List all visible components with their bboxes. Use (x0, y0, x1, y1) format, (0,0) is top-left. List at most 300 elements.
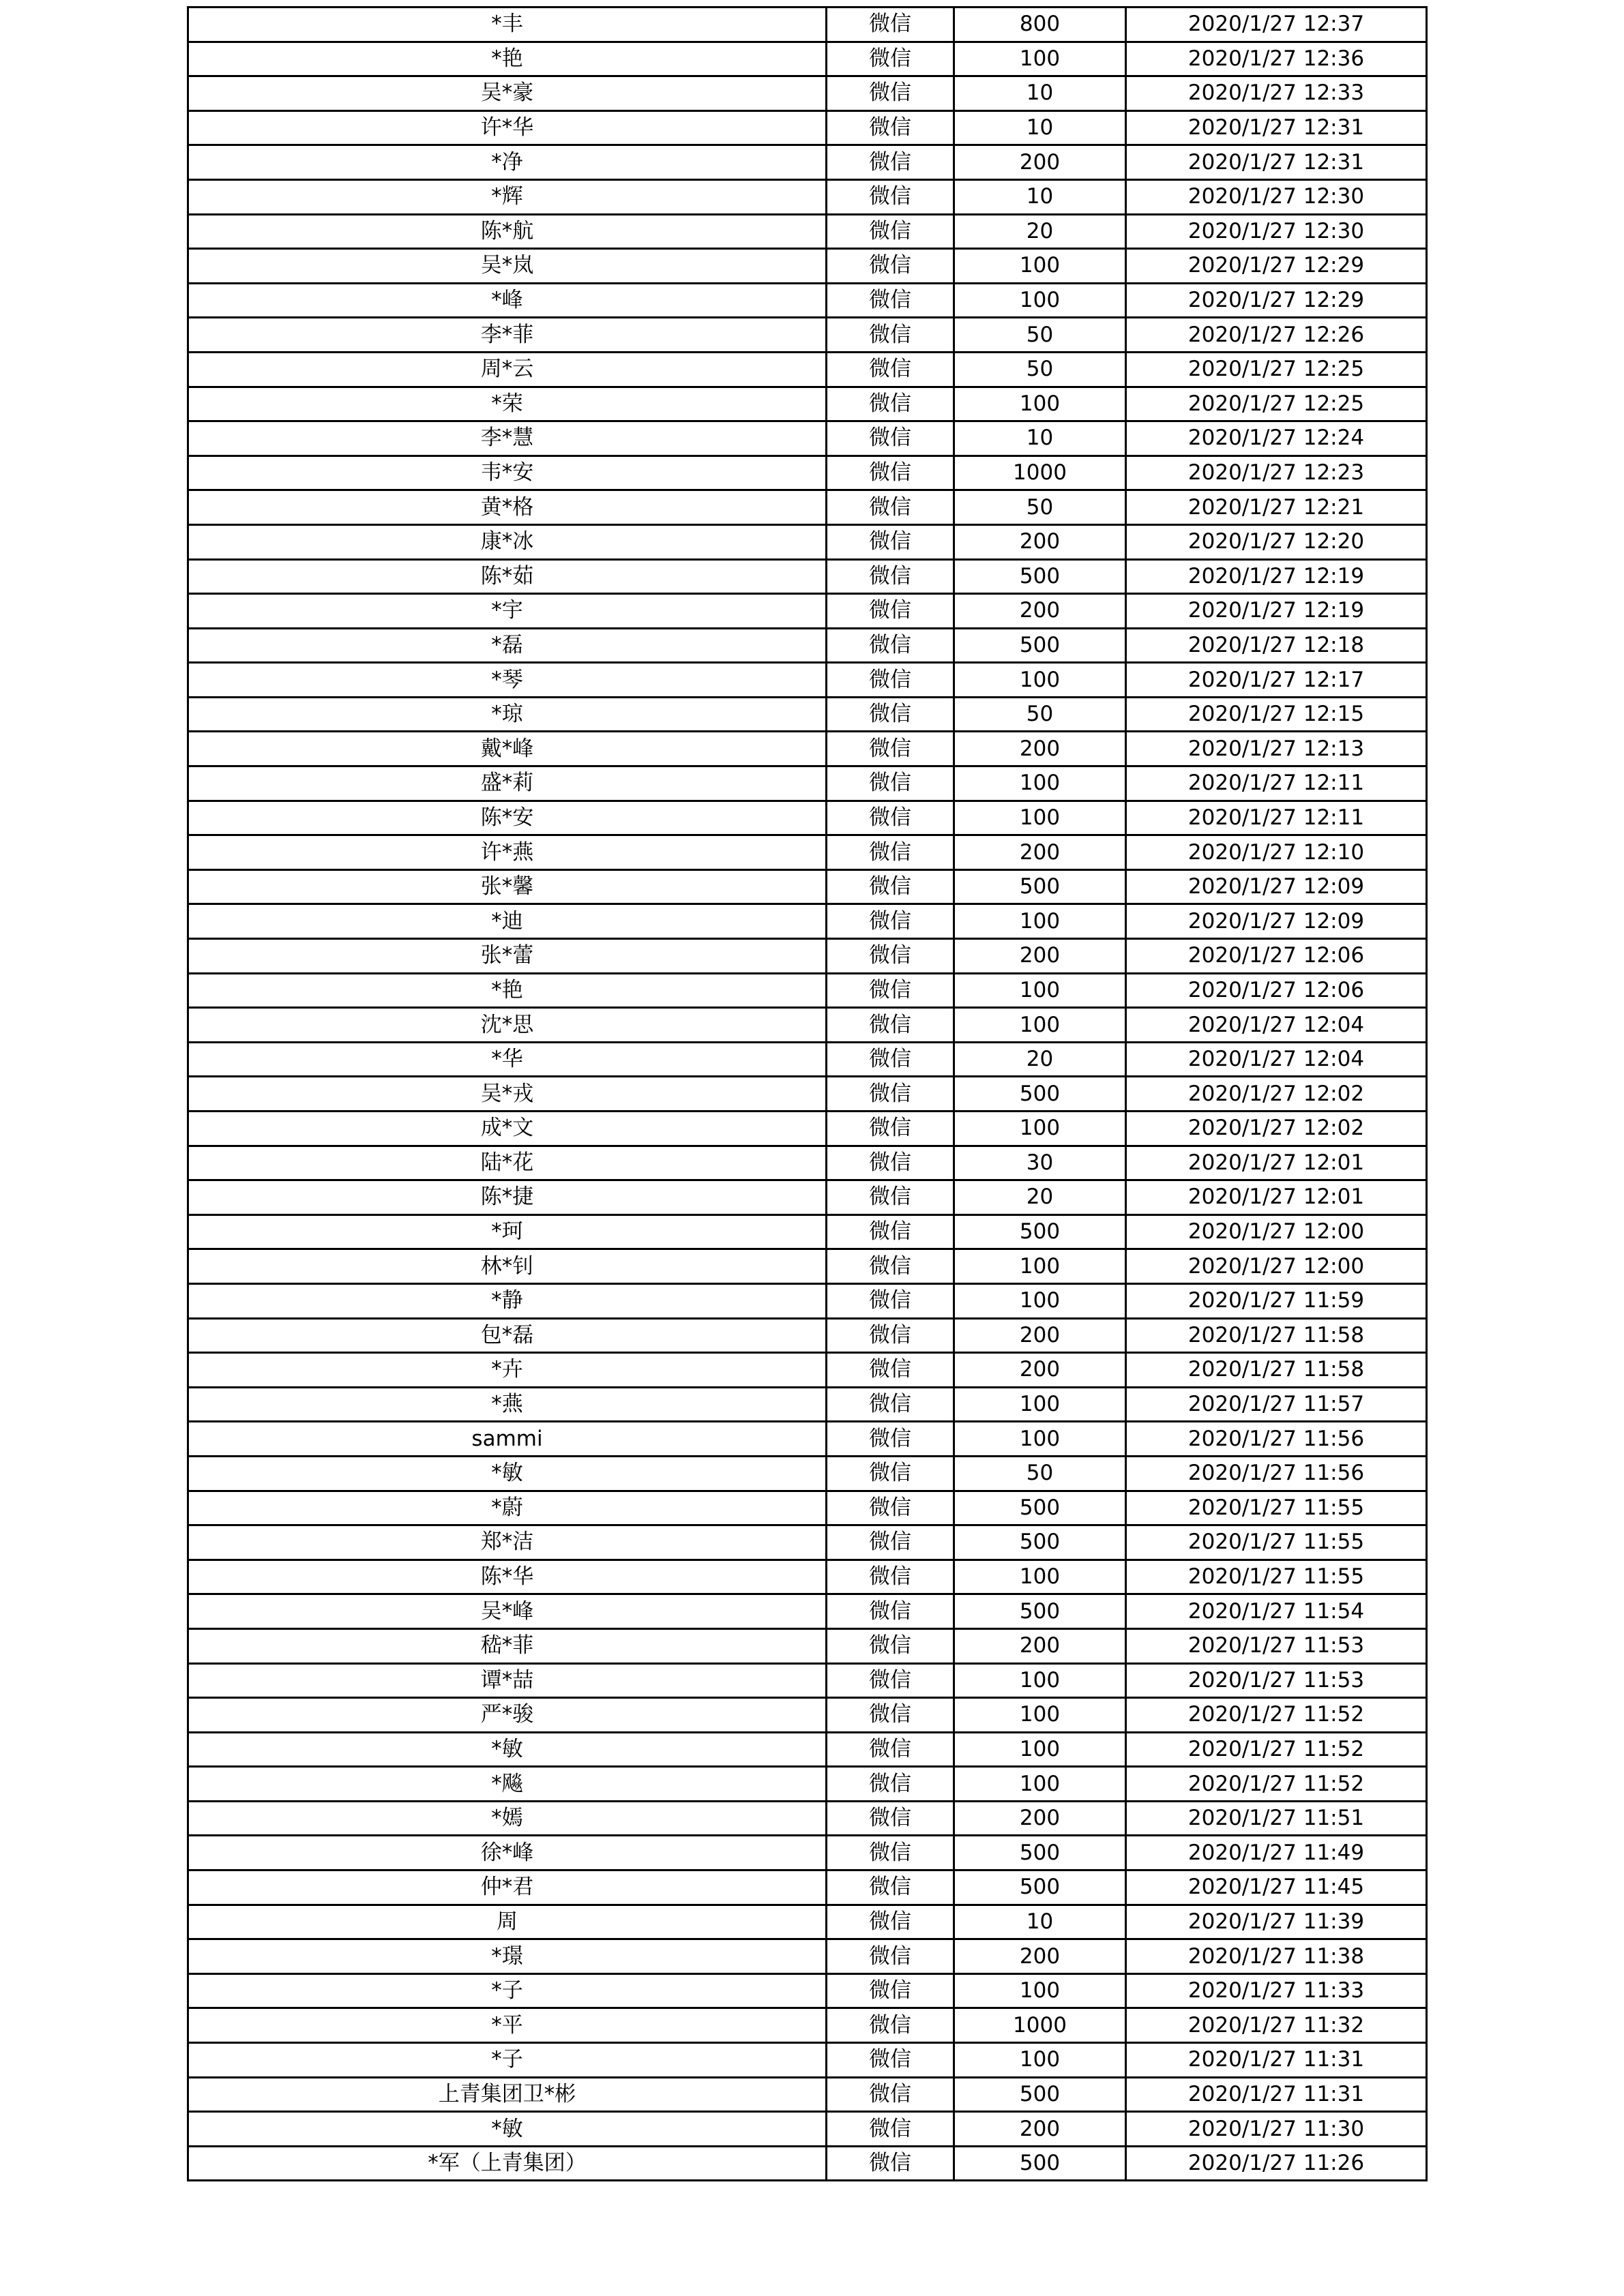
donor-name-cell: 包*磊 (188, 1318, 827, 1353)
datetime-cell: 2020/1/27 11:51 (1126, 1801, 1427, 1836)
amount-cell: 100 (954, 42, 1126, 76)
payment-method-cell: 微信 (827, 1525, 954, 1560)
donor-name-cell: 李*菲 (188, 318, 827, 353)
table-row (188, 1214, 1427, 1249)
datetime-cell: 2020/1/27 12:06 (1126, 939, 1427, 974)
payment-method-cell: 微信 (827, 973, 954, 1008)
datetime-cell: 2020/1/27 12:00 (1126, 1214, 1427, 1249)
donor-name-cell: 郑*洁 (188, 1525, 827, 1560)
payment-method-cell: 微信 (827, 1077, 954, 1112)
datetime-cell: 2020/1/27 11:52 (1126, 1732, 1427, 1767)
amount-cell: 200 (954, 732, 1126, 766)
amount-cell: 200 (954, 1939, 1126, 1974)
datetime-cell: 2020/1/27 12:04 (1126, 1008, 1427, 1043)
amount-cell: 500 (954, 2077, 1126, 2112)
donor-name-cell: sammi (188, 1422, 827, 1457)
datetime-cell: 2020/1/27 11:59 (1126, 1283, 1427, 1318)
donor-name-cell: 仲*君 (188, 1870, 827, 1905)
donor-name-cell: 许*华 (188, 110, 827, 145)
table-row (188, 663, 1427, 698)
payment-method-cell: 微信 (827, 1628, 954, 1663)
amount-cell: 100 (954, 904, 1126, 939)
datetime-cell: 2020/1/27 11:31 (1126, 2077, 1427, 2112)
amount-cell: 20 (954, 1180, 1126, 1215)
donor-name-cell: 陈*华 (188, 1560, 827, 1594)
amount-cell: 500 (954, 1491, 1126, 1525)
donor-name-cell: *蔚 (188, 1491, 827, 1525)
datetime-cell: 2020/1/27 11:26 (1126, 2146, 1427, 2181)
amount-cell: 800 (954, 8, 1126, 42)
table-row (188, 145, 1427, 180)
payment-method-cell: 微信 (827, 594, 954, 629)
payment-method-cell: 微信 (827, 939, 954, 974)
amount-cell: 10 (954, 76, 1126, 111)
table-row (188, 766, 1427, 801)
amount-cell: 100 (954, 801, 1126, 835)
payment-method-cell: 微信 (827, 145, 954, 180)
amount-cell: 20 (954, 1042, 1126, 1077)
datetime-cell: 2020/1/27 11:53 (1126, 1628, 1427, 1663)
payment-method-cell: 微信 (827, 2077, 954, 2112)
payment-method-cell: 微信 (827, 1008, 954, 1043)
amount-cell: 200 (954, 1318, 1126, 1353)
amount-cell: 100 (954, 1732, 1126, 1767)
datetime-cell: 2020/1/27 11:49 (1126, 1836, 1427, 1870)
datetime-cell: 2020/1/27 11:45 (1126, 1870, 1427, 1905)
payment-method-cell: 微信 (827, 249, 954, 284)
datetime-cell: 2020/1/27 12:11 (1126, 801, 1427, 835)
donor-name-cell: *璟 (188, 1939, 827, 1974)
table-row (188, 801, 1427, 835)
donor-name-cell: 许*燕 (188, 835, 827, 870)
datetime-cell: 2020/1/27 12:37 (1126, 8, 1427, 42)
table-row (188, 1560, 1427, 1594)
datetime-cell: 2020/1/27 12:36 (1126, 42, 1427, 76)
datetime-cell: 2020/1/27 11:58 (1126, 1318, 1427, 1353)
donor-name-cell: 林*钊 (188, 1249, 827, 1284)
datetime-cell: 2020/1/27 11:32 (1126, 2008, 1427, 2043)
payment-method-cell: 微信 (827, 1456, 954, 1491)
table-row (188, 318, 1427, 353)
amount-cell: 100 (954, 1560, 1126, 1594)
payment-method-cell: 微信 (827, 1146, 954, 1180)
table-row (188, 179, 1427, 214)
datetime-cell: 2020/1/27 11:55 (1126, 1560, 1427, 1594)
payment-method-cell: 微信 (827, 628, 954, 663)
table-row (188, 8, 1427, 42)
donor-name-cell: *子 (188, 1973, 827, 2008)
datetime-cell: 2020/1/27 11:30 (1126, 2112, 1427, 2147)
donor-name-cell: 盛*莉 (188, 766, 827, 801)
payment-method-cell: 微信 (827, 524, 954, 559)
amount-cell: 100 (954, 1283, 1126, 1318)
donor-name-cell: 上青集团卫*彬 (188, 2077, 827, 2112)
donor-name-cell: *艳 (188, 42, 827, 76)
payment-method-cell: 微信 (827, 1801, 954, 1836)
table-row (188, 835, 1427, 870)
amount-cell: 200 (954, 1628, 1126, 1663)
table-row (188, 1353, 1427, 1388)
donor-name-cell: 张*蕾 (188, 939, 827, 974)
payment-method-cell: 微信 (827, 1249, 954, 1284)
payment-method-cell: 微信 (827, 663, 954, 698)
payment-method-cell: 微信 (827, 766, 954, 801)
amount-cell: 100 (954, 1767, 1126, 1802)
amount-cell: 100 (954, 1973, 1126, 2008)
amount-cell: 200 (954, 145, 1126, 180)
payment-method-cell: 微信 (827, 1387, 954, 1422)
payment-method-cell: 微信 (827, 8, 954, 42)
donor-name-cell: *迪 (188, 904, 827, 939)
donor-name-cell: 沈*思 (188, 1008, 827, 1043)
datetime-cell: 2020/1/27 12:30 (1126, 179, 1427, 214)
table-row (188, 1801, 1427, 1836)
amount-cell: 100 (954, 663, 1126, 698)
donor-name-cell: 严*骏 (188, 1698, 827, 1733)
datetime-cell: 2020/1/27 12:24 (1126, 421, 1427, 456)
payment-method-cell: 微信 (827, 456, 954, 490)
donor-name-cell: *子 (188, 2043, 827, 2078)
donor-name-cell: 嵇*菲 (188, 1628, 827, 1663)
payment-method-cell: 微信 (827, 1767, 954, 1802)
amount-cell: 500 (954, 1077, 1126, 1112)
payment-method-cell: 微信 (827, 801, 954, 835)
datetime-cell: 2020/1/27 12:09 (1126, 869, 1427, 904)
amount-cell: 100 (954, 973, 1126, 1008)
donor-name-cell: *净 (188, 145, 827, 180)
table-row (188, 628, 1427, 663)
table-row (188, 524, 1427, 559)
amount-cell: 200 (954, 2112, 1126, 2147)
payment-method-cell: 微信 (827, 2112, 954, 2147)
datetime-cell: 2020/1/27 12:31 (1126, 145, 1427, 180)
table-row (188, 1180, 1427, 1215)
payment-method-cell: 微信 (827, 1939, 954, 1974)
donor-name-cell: 吴*峰 (188, 1594, 827, 1629)
table-row (188, 732, 1427, 766)
donor-name-cell: *荣 (188, 387, 827, 421)
amount-cell: 20 (954, 214, 1126, 249)
table-row (188, 76, 1427, 111)
payment-method-cell: 微信 (827, 1663, 954, 1698)
payment-method-cell: 微信 (827, 697, 954, 732)
payment-method-cell: 微信 (827, 1698, 954, 1733)
table-row (188, 1870, 1427, 1905)
table-row (188, 1698, 1427, 1733)
payment-method-cell: 微信 (827, 179, 954, 214)
datetime-cell: 2020/1/27 12:19 (1126, 594, 1427, 629)
amount-cell: 100 (954, 1663, 1126, 1698)
datetime-cell: 2020/1/27 11:39 (1126, 1905, 1427, 1939)
amount-cell: 200 (954, 939, 1126, 974)
datetime-cell: 2020/1/27 11:52 (1126, 1767, 1427, 1802)
datetime-cell: 2020/1/27 12:00 (1126, 1249, 1427, 1284)
datetime-cell: 2020/1/27 12:19 (1126, 559, 1427, 594)
donor-name-cell: *丰 (188, 8, 827, 42)
amount-cell: 100 (954, 1422, 1126, 1457)
donor-name-cell: *宇 (188, 594, 827, 629)
amount-cell: 500 (954, 869, 1126, 904)
table-row (188, 2112, 1427, 2147)
payment-method-cell: 微信 (827, 1112, 954, 1146)
datetime-cell: 2020/1/27 12:33 (1126, 76, 1427, 111)
donor-name-cell: 戴*峰 (188, 732, 827, 766)
payment-method-cell: 微信 (827, 2146, 954, 2181)
amount-cell: 500 (954, 628, 1126, 663)
table-row (188, 421, 1427, 456)
datetime-cell: 2020/1/27 12:01 (1126, 1146, 1427, 1180)
table-row (188, 2146, 1427, 2181)
table-row (188, 214, 1427, 249)
datetime-cell: 2020/1/27 12:01 (1126, 1180, 1427, 1215)
donor-name-cell: *燕 (188, 1387, 827, 1422)
datetime-cell: 2020/1/27 12:04 (1126, 1042, 1427, 1077)
payment-method-cell: 微信 (827, 1353, 954, 1388)
payment-method-cell: 微信 (827, 835, 954, 870)
datetime-cell: 2020/1/27 12:23 (1126, 456, 1427, 490)
payment-method-cell: 微信 (827, 1283, 954, 1318)
table-row (188, 1042, 1427, 1077)
amount-cell: 500 (954, 1525, 1126, 1560)
payment-method-cell: 微信 (827, 1594, 954, 1629)
amount-cell: 1000 (954, 456, 1126, 490)
table-row (188, 1836, 1427, 1870)
donor-name-cell: *辉 (188, 179, 827, 214)
payment-method-cell: 微信 (827, 2008, 954, 2043)
datetime-cell: 2020/1/27 12:20 (1126, 524, 1427, 559)
amount-cell: 200 (954, 1353, 1126, 1388)
payment-method-cell: 微信 (827, 1042, 954, 1077)
amount-cell: 50 (954, 1456, 1126, 1491)
datetime-cell: 2020/1/27 11:55 (1126, 1491, 1427, 1525)
payment-method-cell: 微信 (827, 490, 954, 525)
payment-method-cell: 微信 (827, 1732, 954, 1767)
donor-name-cell: 周*云 (188, 352, 827, 387)
datetime-cell: 2020/1/27 11:57 (1126, 1387, 1427, 1422)
amount-cell: 200 (954, 835, 1126, 870)
table-row (188, 697, 1427, 732)
table-row (188, 1456, 1427, 1491)
datetime-cell: 2020/1/27 12:31 (1126, 110, 1427, 145)
payment-method-cell: 微信 (827, 318, 954, 353)
datetime-cell: 2020/1/27 12:02 (1126, 1077, 1427, 1112)
table-row (188, 110, 1427, 145)
table-row (188, 1732, 1427, 1767)
donor-name-cell: 黄*格 (188, 490, 827, 525)
table-row (188, 939, 1427, 974)
amount-cell: 500 (954, 559, 1126, 594)
table-row (188, 1939, 1427, 1974)
payment-method-cell: 微信 (827, 1180, 954, 1215)
amount-cell: 100 (954, 283, 1126, 318)
table-row (188, 42, 1427, 76)
amount-cell: 500 (954, 1836, 1126, 1870)
donor-name-cell: 周 (188, 1905, 827, 1939)
amount-cell: 10 (954, 179, 1126, 214)
donor-name-cell: 徐*峰 (188, 1836, 827, 1870)
datetime-cell: 2020/1/27 12:09 (1126, 904, 1427, 939)
table-row (188, 1422, 1427, 1457)
table-row (188, 1008, 1427, 1043)
datetime-cell: 2020/1/27 12:30 (1126, 214, 1427, 249)
datetime-cell: 2020/1/27 12:11 (1126, 766, 1427, 801)
amount-cell: 50 (954, 490, 1126, 525)
payment-method-cell: 微信 (827, 1905, 954, 1939)
amount-cell: 1000 (954, 2008, 1126, 2043)
amount-cell: 500 (954, 1214, 1126, 1249)
donor-name-cell: *静 (188, 1283, 827, 1318)
table-row (188, 904, 1427, 939)
donor-name-cell: *峰 (188, 283, 827, 318)
datetime-cell: 2020/1/27 12:10 (1126, 835, 1427, 870)
table-row (188, 1663, 1427, 1698)
donor-name-cell: 康*冰 (188, 524, 827, 559)
datetime-cell: 2020/1/27 11:56 (1126, 1422, 1427, 1457)
datetime-cell: 2020/1/27 11:33 (1126, 1973, 1427, 2008)
amount-cell: 200 (954, 1801, 1126, 1836)
table-row (188, 559, 1427, 594)
amount-cell: 50 (954, 352, 1126, 387)
datetime-cell: 2020/1/27 12:02 (1126, 1112, 1427, 1146)
amount-cell: 500 (954, 1594, 1126, 1629)
datetime-cell: 2020/1/27 12:13 (1126, 732, 1427, 766)
table-row (188, 1594, 1427, 1629)
donor-name-cell: 陈*茹 (188, 559, 827, 594)
datetime-cell: 2020/1/27 12:18 (1126, 628, 1427, 663)
datetime-cell: 2020/1/27 12:25 (1126, 387, 1427, 421)
payment-method-cell: 微信 (827, 904, 954, 939)
payment-method-cell: 微信 (827, 1836, 954, 1870)
table-row (188, 2043, 1427, 2078)
datetime-cell: 2020/1/27 12:25 (1126, 352, 1427, 387)
table-row (188, 1973, 1427, 2008)
table-row (188, 973, 1427, 1008)
payment-method-cell: 微信 (827, 42, 954, 76)
amount-cell: 200 (954, 594, 1126, 629)
donor-name-cell: 李*慧 (188, 421, 827, 456)
donor-name-cell: *琼 (188, 697, 827, 732)
payment-method-cell: 微信 (827, 869, 954, 904)
donor-name-cell: 吴*岚 (188, 249, 827, 284)
payment-method-cell: 微信 (827, 1973, 954, 2008)
amount-cell: 50 (954, 318, 1126, 353)
payment-method-cell: 微信 (827, 1560, 954, 1594)
amount-cell: 100 (954, 2043, 1126, 2078)
amount-cell: 10 (954, 1905, 1126, 1939)
payment-method-cell: 微信 (827, 76, 954, 111)
table-row (188, 352, 1427, 387)
donor-name-cell: *敏 (188, 1732, 827, 1767)
payment-method-cell: 微信 (827, 110, 954, 145)
payment-method-cell: 微信 (827, 732, 954, 766)
donor-name-cell: *军（上青集团） (188, 2146, 827, 2181)
datetime-cell: 2020/1/27 11:53 (1126, 1663, 1427, 1698)
donor-name-cell: 谭*喆 (188, 1663, 827, 1698)
payment-method-cell: 微信 (827, 1214, 954, 1249)
amount-cell: 500 (954, 1870, 1126, 1905)
table-row (188, 456, 1427, 490)
donor-name-cell: *卉 (188, 1353, 827, 1388)
donor-name-cell: 成*文 (188, 1112, 827, 1146)
datetime-cell: 2020/1/27 12:29 (1126, 283, 1427, 318)
amount-cell: 30 (954, 1146, 1126, 1180)
amount-cell: 100 (954, 1698, 1126, 1733)
donor-name-cell: *琴 (188, 663, 827, 698)
table-row (188, 1249, 1427, 1284)
table-row (188, 387, 1427, 421)
donor-name-cell: 韦*安 (188, 456, 827, 490)
amount-cell: 100 (954, 1249, 1126, 1284)
donor-name-cell: 陆*花 (188, 1146, 827, 1180)
donor-name-cell: 吴*豪 (188, 76, 827, 111)
amount-cell: 500 (954, 2146, 1126, 2181)
donor-name-cell: *敏 (188, 2112, 827, 2147)
table-row (188, 1318, 1427, 1353)
table-row (188, 1525, 1427, 1560)
table-row (188, 2077, 1427, 2112)
amount-cell: 200 (954, 524, 1126, 559)
table-row (188, 1491, 1427, 1525)
table-row (188, 1905, 1427, 1939)
donor-name-cell: *敏 (188, 1456, 827, 1491)
payment-method-cell: 微信 (827, 352, 954, 387)
datetime-cell: 2020/1/27 12:06 (1126, 973, 1427, 1008)
table-row (188, 1112, 1427, 1146)
table-row (188, 594, 1427, 629)
amount-cell: 100 (954, 387, 1126, 421)
payment-method-cell: 微信 (827, 1491, 954, 1525)
datetime-cell: 2020/1/27 11:31 (1126, 2043, 1427, 2078)
donor-name-cell: 陈*捷 (188, 1180, 827, 1215)
donor-name-cell: *平 (188, 2008, 827, 2043)
datetime-cell: 2020/1/27 12:15 (1126, 697, 1427, 732)
donor-name-cell: 陈*航 (188, 214, 827, 249)
table-row (188, 1387, 1427, 1422)
table-row (188, 249, 1427, 284)
donor-name-cell: *艳 (188, 973, 827, 1008)
payment-method-cell: 微信 (827, 214, 954, 249)
datetime-cell: 2020/1/27 11:55 (1126, 1525, 1427, 1560)
donor-name-cell: *华 (188, 1042, 827, 1077)
amount-cell: 100 (954, 249, 1126, 284)
donor-name-cell: *珂 (188, 1214, 827, 1249)
table-row (188, 1146, 1427, 1180)
datetime-cell: 2020/1/27 12:21 (1126, 490, 1427, 525)
amount-cell: 100 (954, 766, 1126, 801)
amount-cell: 10 (954, 110, 1126, 145)
datetime-cell: 2020/1/27 12:29 (1126, 249, 1427, 284)
amount-cell: 50 (954, 697, 1126, 732)
donation-table-body (188, 8, 1427, 2181)
donor-name-cell: 陈*安 (188, 801, 827, 835)
datetime-cell: 2020/1/27 12:26 (1126, 318, 1427, 353)
table-row (188, 490, 1427, 525)
table-row (188, 2008, 1427, 2043)
payment-method-cell: 微信 (827, 1422, 954, 1457)
datetime-cell: 2020/1/27 12:17 (1126, 663, 1427, 698)
datetime-cell: 2020/1/27 11:54 (1126, 1594, 1427, 1629)
donor-name-cell: *嫣 (188, 1801, 827, 1836)
donation-table (187, 6, 1428, 2181)
donor-name-cell: 张*馨 (188, 869, 827, 904)
table-row (188, 283, 1427, 318)
table-row (188, 1628, 1427, 1663)
payment-method-cell: 微信 (827, 387, 954, 421)
payment-method-cell: 微信 (827, 1870, 954, 1905)
payment-method-cell: 微信 (827, 2043, 954, 2078)
datetime-cell: 2020/1/27 11:58 (1126, 1353, 1427, 1388)
datetime-cell: 2020/1/27 11:52 (1126, 1698, 1427, 1733)
